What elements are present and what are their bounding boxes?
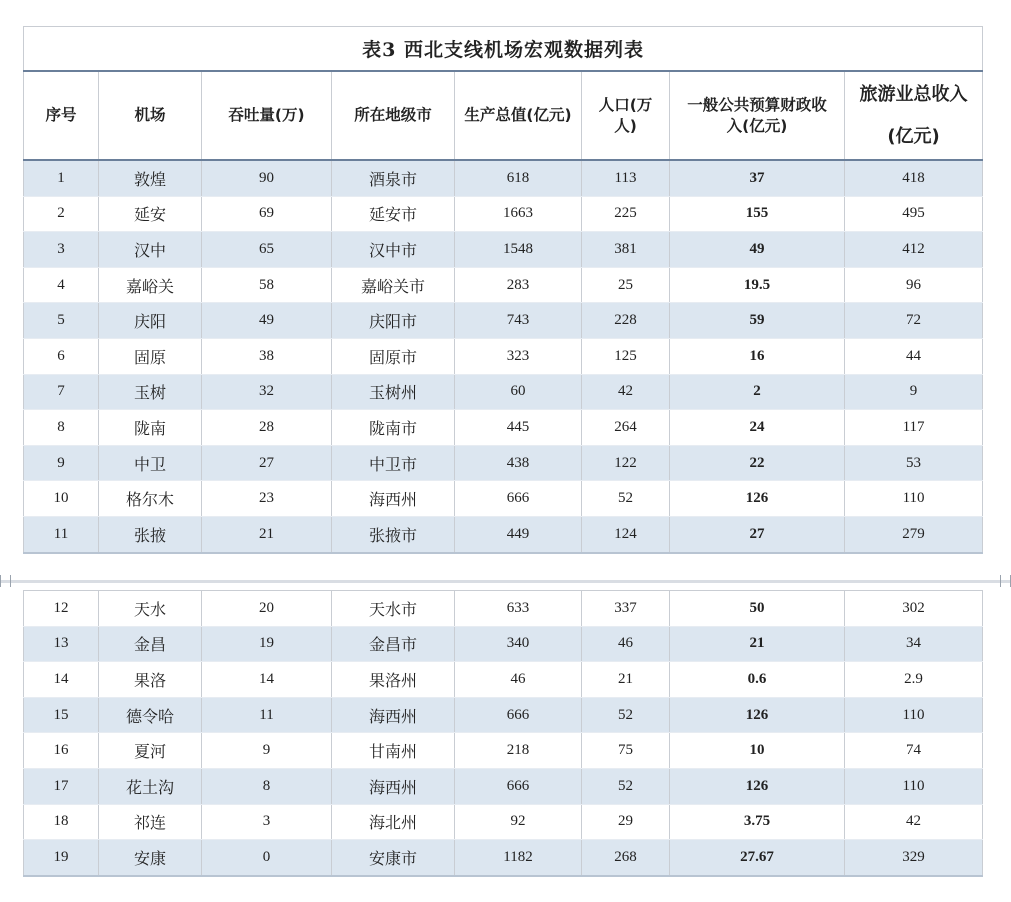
- cell-throughput: 23: [202, 481, 332, 517]
- cell-index: 2: [24, 196, 99, 232]
- cell-city: 安康市: [332, 840, 455, 876]
- header-row: [24, 71, 983, 160]
- cell-tourism-revenue: 302: [845, 591, 983, 627]
- cell-index: 10: [24, 481, 99, 517]
- cell-population: 381: [582, 232, 670, 268]
- cell-index: 5: [24, 303, 99, 339]
- table-row: [24, 303, 983, 339]
- cell-tourism-revenue: 96: [845, 267, 983, 303]
- cell-airport: 张掖: [99, 516, 202, 552]
- cell-population: 113: [582, 160, 670, 196]
- cell-airport: 陇南: [99, 410, 202, 446]
- cell-tourism-revenue: 329: [845, 840, 983, 876]
- cell-gdp: 1663: [455, 196, 582, 232]
- table-row: [24, 338, 983, 374]
- cell-airport: 安康: [99, 840, 202, 876]
- table-row: [24, 591, 983, 627]
- cell-population: 124: [582, 516, 670, 552]
- cell-tourism-revenue: 74: [845, 733, 983, 769]
- cell-population: 52: [582, 697, 670, 733]
- cell-throughput: 3: [202, 804, 332, 840]
- cell-airport: 嘉峪关: [99, 267, 202, 303]
- cell-population: 125: [582, 338, 670, 374]
- cell-throughput: 49: [202, 303, 332, 339]
- cell-city: 海西州: [332, 481, 455, 517]
- cell-index: 4: [24, 267, 99, 303]
- cell-index: 1: [24, 160, 99, 196]
- cell-tourism-revenue: 279: [845, 516, 983, 552]
- cell-population: 264: [582, 410, 670, 446]
- cell-throughput: 11: [202, 697, 332, 733]
- cell-fiscal-revenue: 2: [670, 374, 845, 410]
- cell-gdp: 283: [455, 267, 582, 303]
- cell-airport: 固原: [99, 338, 202, 374]
- table-row: [24, 804, 983, 840]
- table-row: [24, 662, 983, 698]
- cell-gdp: 666: [455, 697, 582, 733]
- cell-fiscal-revenue: 24: [670, 410, 845, 446]
- cell-gdp: 445: [455, 410, 582, 446]
- cell-throughput: 32: [202, 374, 332, 410]
- cell-airport: 天水: [99, 591, 202, 627]
- page-break-divider: [0, 580, 1011, 583]
- cell-fiscal-revenue: 50: [670, 591, 845, 627]
- cell-throughput: 9: [202, 733, 332, 769]
- cell-airport: 果洛: [99, 662, 202, 698]
- cell-fiscal-revenue: 27: [670, 516, 845, 552]
- cell-gdp: 449: [455, 516, 582, 552]
- cell-airport: 敦煌: [99, 160, 202, 196]
- table-title: 表3 西北支线机场宏观数据列表: [24, 27, 983, 72]
- table-row: [24, 445, 983, 481]
- cell-city: 天水市: [332, 591, 455, 627]
- cell-population: 122: [582, 445, 670, 481]
- cell-city: 果洛州: [332, 662, 455, 698]
- header-airport: 机场: [99, 71, 202, 160]
- cell-population: 21: [582, 662, 670, 698]
- cell-gdp: 666: [455, 768, 582, 804]
- cell-index: 7: [24, 374, 99, 410]
- cell-tourism-revenue: 110: [845, 768, 983, 804]
- cell-airport: 祁连: [99, 804, 202, 840]
- cell-city: 海西州: [332, 697, 455, 733]
- cell-fiscal-revenue: 59: [670, 303, 845, 339]
- cell-index: 6: [24, 338, 99, 374]
- cell-tourism-revenue: 42: [845, 804, 983, 840]
- cell-airport: 庆阳: [99, 303, 202, 339]
- table-row: [24, 840, 983, 876]
- table-row: [24, 374, 983, 410]
- table-row: [24, 697, 983, 733]
- cell-city: 固原市: [332, 338, 455, 374]
- cell-gdp: 618: [455, 160, 582, 196]
- cell-gdp: 1548: [455, 232, 582, 268]
- cell-fiscal-revenue: 16: [670, 338, 845, 374]
- cell-throughput: 65: [202, 232, 332, 268]
- table-row: [24, 733, 983, 769]
- cell-city: 张掖市: [332, 516, 455, 552]
- cell-city: 汉中市: [332, 232, 455, 268]
- cell-throughput: 19: [202, 626, 332, 662]
- cell-population: 337: [582, 591, 670, 627]
- cell-index: 9: [24, 445, 99, 481]
- cell-throughput: 69: [202, 196, 332, 232]
- cell-throughput: 8: [202, 768, 332, 804]
- cell-fiscal-revenue: 126: [670, 768, 845, 804]
- cell-city: 酒泉市: [332, 160, 455, 196]
- cell-fiscal-revenue: 3.75: [670, 804, 845, 840]
- header-city: 所在地级市: [332, 71, 455, 160]
- cell-gdp: 340: [455, 626, 582, 662]
- cell-index: 13: [24, 626, 99, 662]
- cell-city: 陇南市: [332, 410, 455, 446]
- cell-index: 18: [24, 804, 99, 840]
- cell-airport: 夏河: [99, 733, 202, 769]
- header-throughput: 吞吐量(万): [202, 71, 332, 160]
- table-row: [24, 232, 983, 268]
- table-row: [24, 160, 983, 196]
- cell-fiscal-revenue: 19.5: [670, 267, 845, 303]
- cell-throughput: 38: [202, 338, 332, 374]
- cell-tourism-revenue: 412: [845, 232, 983, 268]
- table-row: [24, 196, 983, 232]
- cell-population: 75: [582, 733, 670, 769]
- cell-airport: 中卫: [99, 445, 202, 481]
- cell-airport: 玉树: [99, 374, 202, 410]
- header-index: 序号: [24, 71, 99, 160]
- cell-fiscal-revenue: 10: [670, 733, 845, 769]
- cell-city: 海北州: [332, 804, 455, 840]
- header-fiscal-revenue: 一般公共预算财政收 入(亿元): [670, 71, 845, 160]
- cell-population: 25: [582, 267, 670, 303]
- cell-airport: 花土沟: [99, 768, 202, 804]
- header-tourism-revenue: 旅游业总收入 (亿元): [845, 71, 983, 160]
- cell-throughput: 28: [202, 410, 332, 446]
- cell-airport: 汉中: [99, 232, 202, 268]
- cell-gdp: 60: [455, 374, 582, 410]
- cell-fiscal-revenue: 126: [670, 481, 845, 517]
- cell-throughput: 21: [202, 516, 332, 552]
- cell-gdp: 633: [455, 591, 582, 627]
- cell-tourism-revenue: 34: [845, 626, 983, 662]
- cell-index: 19: [24, 840, 99, 876]
- cell-index: 11: [24, 516, 99, 552]
- cell-throughput: 14: [202, 662, 332, 698]
- page-break-marker-right: [1000, 575, 1011, 587]
- cell-tourism-revenue: 72: [845, 303, 983, 339]
- cell-population: 52: [582, 481, 670, 517]
- cell-city: 嘉峪关市: [332, 267, 455, 303]
- page-break-marker-left: [0, 575, 11, 587]
- table-row: [24, 481, 983, 517]
- cell-gdp: 666: [455, 481, 582, 517]
- airport-data-table-part1: [23, 26, 983, 554]
- airport-data-table-part2: [23, 590, 983, 877]
- cell-gdp: 743: [455, 303, 582, 339]
- cell-tourism-revenue: 110: [845, 481, 983, 517]
- cell-tourism-revenue: 9: [845, 374, 983, 410]
- cell-fiscal-revenue: 49: [670, 232, 845, 268]
- cell-airport: 德令哈: [99, 697, 202, 733]
- cell-population: 42: [582, 374, 670, 410]
- cell-gdp: 438: [455, 445, 582, 481]
- cell-tourism-revenue: 495: [845, 196, 983, 232]
- cell-population: 46: [582, 626, 670, 662]
- cell-throughput: 58: [202, 267, 332, 303]
- cell-airport: 格尔木: [99, 481, 202, 517]
- cell-population: 268: [582, 840, 670, 876]
- cell-tourism-revenue: 117: [845, 410, 983, 446]
- table-row: [24, 267, 983, 303]
- cell-fiscal-revenue: 126: [670, 697, 845, 733]
- cell-throughput: 20: [202, 591, 332, 627]
- cell-city: 中卫市: [332, 445, 455, 481]
- cell-fiscal-revenue: 0.6: [670, 662, 845, 698]
- cell-airport: 金昌: [99, 626, 202, 662]
- cell-city: 海西州: [332, 768, 455, 804]
- cell-city: 延安市: [332, 196, 455, 232]
- cell-fiscal-revenue: 155: [670, 196, 845, 232]
- table-row: [24, 410, 983, 446]
- cell-gdp: 323: [455, 338, 582, 374]
- cell-city: 金昌市: [332, 626, 455, 662]
- cell-index: 3: [24, 232, 99, 268]
- cell-index: 12: [24, 591, 99, 627]
- header-gdp: 生产总值(亿元): [455, 71, 582, 160]
- cell-gdp: 46: [455, 662, 582, 698]
- cell-gdp: 218: [455, 733, 582, 769]
- cell-tourism-revenue: 418: [845, 160, 983, 196]
- cell-fiscal-revenue: 22: [670, 445, 845, 481]
- cell-population: 225: [582, 196, 670, 232]
- cell-fiscal-revenue: 37: [670, 160, 845, 196]
- cell-city: 庆阳市: [332, 303, 455, 339]
- cell-index: 14: [24, 662, 99, 698]
- cell-tourism-revenue: 44: [845, 338, 983, 374]
- cell-throughput: 27: [202, 445, 332, 481]
- header-population: 人口(万 人): [582, 71, 670, 160]
- cell-tourism-revenue: 2.9: [845, 662, 983, 698]
- cell-tourism-revenue: 53: [845, 445, 983, 481]
- cell-airport: 延安: [99, 196, 202, 232]
- cell-throughput: 0: [202, 840, 332, 876]
- table-row: [24, 626, 983, 662]
- cell-index: 8: [24, 410, 99, 446]
- cell-population: 228: [582, 303, 670, 339]
- cell-gdp: 92: [455, 804, 582, 840]
- cell-index: 17: [24, 768, 99, 804]
- cell-index: 16: [24, 733, 99, 769]
- cell-index: 15: [24, 697, 99, 733]
- cell-gdp: 1182: [455, 840, 582, 876]
- cell-throughput: 90: [202, 160, 332, 196]
- cell-fiscal-revenue: 27.67: [670, 840, 845, 876]
- cell-population: 52: [582, 768, 670, 804]
- table-row: [24, 768, 983, 804]
- cell-tourism-revenue: 110: [845, 697, 983, 733]
- cell-city: 玉树州: [332, 374, 455, 410]
- cell-city: 甘南州: [332, 733, 455, 769]
- cell-population: 29: [582, 804, 670, 840]
- cell-fiscal-revenue: 21: [670, 626, 845, 662]
- table-row: [24, 516, 983, 552]
